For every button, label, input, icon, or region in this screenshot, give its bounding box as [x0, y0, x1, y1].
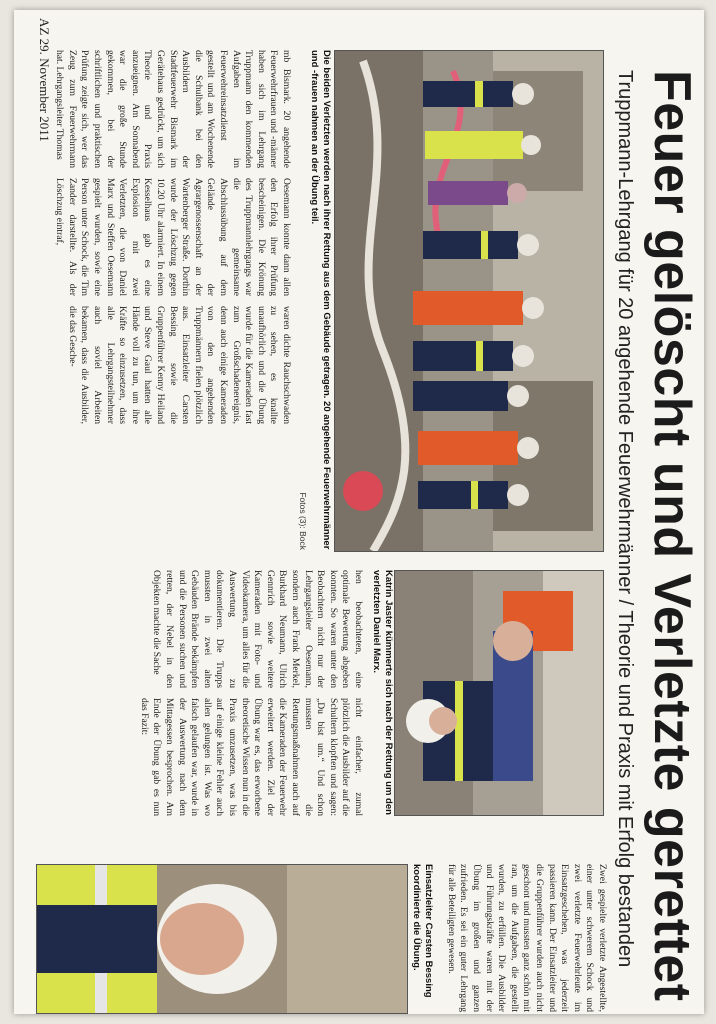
- newspaper-page: [14, 10, 704, 1014]
- rotated-article: [14, 10, 704, 1014]
- article-column-2: [52, 178, 292, 296]
- headline: Feuer gelöscht und Verletzte gerettet: [643, 70, 701, 1002]
- column-6-text: Zwei gespielte verletzte Angestellte, einer unter schwerem Schock und zwei verletzte Feuerwehrleute im Einsatzgeschehen, was jederzeit passieren kann. Der Einsatzleiter und die Gruppenführer wurden auch nicht geschont und mussten ganz schön mit ran, um die Aufgaben, die gestellt wurden, zu erfüllen. Die Ausbilder und Führungskräfte waren mit der Übung im großen und ganzen zufrieden. Es sei ein guter Lehrgang für alle Beteiligten gewesen.: [445, 864, 608, 1012]
- column-1-text: mb Bismark. 20 angehende Feuerwehrfrauen und -männer haben sich im Lehrgang Truppmann den kommenden Aufgaben im Feuerwehreinsatzdienst gestellt und am Wochenende die Schulbank bei den Ausbildern der Stadtfeuerwehr Bismark im Gerätehaus gedrückt, um sich Theorie und Praxis anzueignen. Am Sonnabend war die große Stunde gekommen, bei der schriftlichen und praktischen Prüfung zeigte sich, wer das Zeug zum Feuerwehrmann hat. Lehrgangsleiter Thomas: [54, 50, 292, 168]
- article-column-3: [52, 306, 292, 424]
- main-photo-credit: Fotos (3): Bock: [298, 492, 308, 550]
- right-photo-caption: Einsatzleiter Carsten Bessing koordinierte die Übung.: [411, 864, 434, 998]
- column-2-text: Oesemann konnte dann allen den Erfolg ihrer Prüfung bescheinigen. Die Krönung des Truppmannlehrgangs war die gemeinsame Abschlussübung auf dem Gelände der Agrargenossenschaft an der Wartenberger Straße. Dorthin wurde der Löschzug gegen 10.20 Uhr alarmiert. In einem Kesselhaus gab es eine Explosion mit zwei Verletzten, die von Daniel Marx und Steffen Oesemann gespielt wurden, sowie eine Person unter Schock, die Tim Zander darstellte. Als der Löschzug eintraf,: [54, 178, 292, 296]
- article-column-6: [438, 864, 608, 1012]
- article-column-4: [64, 570, 364, 688]
- publication-date: AZ 29. November 2011: [37, 18, 52, 142]
- main-photo: [334, 50, 604, 552]
- middle-photo-caption: Katrin Jaster kümmerte sich nach der Rettung um den verletzten Daniel Marx.: [371, 570, 394, 815]
- main-photo-caption: Die beiden Verletzten werden nach ihrer Rettung aus dem Gebäude getragen. 20 angehende Feuerwehrmänner und -frauen nahmen an der Übung teil.: [309, 50, 332, 550]
- middle-photo: [394, 570, 604, 816]
- column-4-text: hen beobachteten, eine optimale Bewertung abgeben konnten. So waren unter den Beobachtern nicht nur der Lehrgangsleiter Oesemann, sondern auch Frank Merkel, Burkhard Neumann, Ulrich Gennrich sowie weitere Kameraden mit Foto- und Videokamera, um alles für die Auswertung zu dokumentieren. Die Trupps mussten in zwei alten Gebäuden Brände bekämpfen und die Personen suchen und retten, der Nebel in den Objekten machte die Sache: [151, 570, 364, 688]
- article-column-5: [64, 698, 364, 816]
- subheadline: Truppmann-Lehrgang für 20 angehende Feuerwehrmänner / Theorie und Praxis mit Erfolg bestanden: [614, 70, 636, 968]
- right-photo: [36, 864, 408, 1014]
- article-column-1: [52, 50, 292, 168]
- column-5-text: nicht einfacher, zumal plötzlich die Ausbilder auf die Schultern klopften und sagen: „Du bist um.“ Und schon mussten die Rettungsmaßnahmen auch auf die Kameraden der Feuerwehr erweitert werden. Ziel der Übung war es, das erworbene theoretische Wissen nun in die Praxis umzusetzen, was bis auf einige kleine Fehler auch allen gelungen ist. Was wo falsch gelaufen war, wurde in der Auswertung nach dem Mittagessen besprochen. Am Ende der Übung gab es nun das Fazit:: [138, 698, 364, 816]
- column-3-text: waren dichte Rauchschwaden zu sehen, es knallte unaufhörlich und die Übung wurde für die Kameraden fast zum Großschadenereignis, denn auch einige Kameraden von den angehenden Truppmännern fielen plötzlich aus. Einsatzleiter Carsten Bessing sowie die Gruppenführer Kenny Heiland und Steve Gaul hatten alle Hände voll zu tun, um ihre Kräfte so einzusetzen, dass alle Lehrgangsteilnehmer auch soviel Arbeiten bekamen, dass die Ausbilder, die das Gesche-: [66, 306, 292, 424]
